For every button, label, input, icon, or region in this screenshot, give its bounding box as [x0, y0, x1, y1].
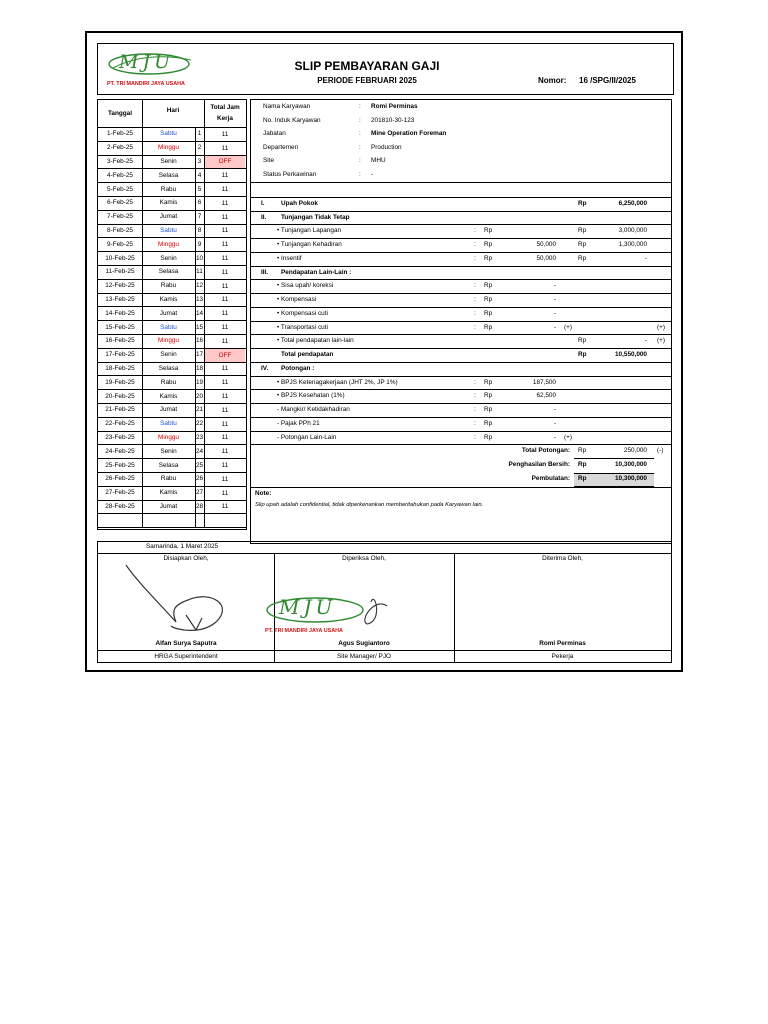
attendance-day-number: 18: [195, 364, 204, 372]
signer-name: Agus Sugiantoro: [338, 640, 390, 647]
allowance-amount: 1,300,000: [618, 241, 647, 248]
row-divider: [251, 431, 671, 432]
employee-field-colon: :: [359, 103, 361, 110]
deduction-label: • BPJS Ketenagakerjaan (JHT 2%, JP 1%): [277, 378, 398, 386]
employee-field-value: -: [371, 170, 374, 178]
row-divider: [251, 307, 671, 308]
slip-number: 16 /SPG/II/2025: [579, 76, 636, 85]
note-box: [250, 488, 672, 544]
attendance-hours: 11: [221, 337, 229, 345]
attendance-date: 10-Feb-25: [105, 254, 135, 262]
attendance-day: Selasa: [158, 268, 179, 276]
note-text: Slip upah adalah confidential, tidak diperkenankan memberitahukan pada Karyawan lain.: [255, 502, 484, 508]
attendance-hours: 11: [221, 268, 229, 276]
attendance-day-number: 8: [197, 226, 202, 234]
attendance-day: Kamis: [159, 295, 178, 303]
attendance-day-number: 25: [195, 461, 204, 469]
other-income-currency: Rp: [484, 309, 493, 317]
employee-field-value: 201810-30-123: [371, 116, 415, 124]
employee-field-colon: :: [359, 143, 361, 151]
attendance-hours: 11: [221, 241, 229, 249]
other-income-label: • Kompensasi: [277, 296, 317, 303]
employee-field-label: Nama Karyawan: [263, 103, 311, 110]
attendance-date: 26-Feb-25: [105, 475, 135, 483]
allowance-currency: Rp: [484, 254, 493, 262]
employee-field-label: Jabatan: [263, 130, 286, 137]
signer-role: Site Manager/ PJO: [337, 653, 391, 660]
attendance-day-number: 16: [195, 337, 204, 345]
salary-box: [250, 183, 672, 488]
attendance-day: Jumat: [159, 309, 178, 317]
deduction-colon: :: [474, 392, 476, 400]
attendance-date: 28-Feb-25: [105, 502, 135, 510]
attendance-hours: OFF: [205, 349, 245, 362]
deduction-currency: Rp: [484, 433, 493, 441]
sum-underline: [574, 458, 654, 459]
deductions-number: IV.: [261, 364, 269, 372]
attendance-hours: 11: [221, 379, 229, 387]
other-income-number: III.: [261, 268, 269, 276]
deduction-colon: :: [474, 433, 476, 441]
deduction-currency: Rp: [484, 392, 493, 400]
rounding-label: Pembulatan:: [531, 474, 570, 482]
attendance-day-number: 28: [195, 502, 204, 510]
col-header-date: Tanggal: [107, 110, 133, 117]
deduction-currency: Rp: [484, 406, 493, 413]
attendance-day: Kamis: [159, 392, 178, 400]
signing-place-date: Samarinda, 1 Maret 2025: [146, 543, 219, 550]
deduction-label: • BPJS Kesehatan (1%): [277, 392, 345, 400]
attendance-date: 22-Feb-25: [105, 420, 135, 428]
attendance-day-number: 12: [195, 282, 204, 290]
employee-field-label: No. Induk Karyawan: [263, 116, 321, 124]
attendance-day-number: 13: [195, 295, 204, 303]
stamp-company-name: PT. TRI MANDIRI JAYA USAHA: [265, 628, 343, 634]
attendance-day-number: 19: [195, 378, 204, 386]
attendance-day: Rabu: [160, 185, 177, 193]
employee-field-label: Status Perkawinan: [263, 170, 317, 178]
deduction-amount: -: [553, 419, 556, 427]
other-income-title: Pendapatan Lain-Lain :: [281, 268, 352, 276]
attendance-day-number: 7: [197, 213, 202, 221]
attendance-day: Jumat: [159, 213, 178, 221]
attendance-day: Rabu: [160, 378, 177, 386]
attendance-date: 27-Feb-25: [105, 489, 135, 497]
employee-field-colon: :: [359, 170, 361, 178]
attendance-hours: 11: [221, 186, 229, 194]
attendance-date: 19-Feb-25: [105, 378, 135, 386]
employee-field-colon: :: [359, 116, 361, 124]
row-divider: [251, 279, 671, 280]
employee-field-colon: :: [359, 157, 361, 164]
attendance-date: 16-Feb-25: [105, 337, 135, 345]
attendance-day-number: 10: [195, 254, 204, 262]
other-income-label: • Sisa upah/ koreksi: [277, 282, 334, 290]
attendance-day-number: 15: [195, 323, 204, 331]
logo-company-name: PT. TRI MANDIRI JAYA USAHA: [107, 81, 185, 87]
income-total-amount: 10,550,000: [615, 351, 647, 358]
attendance-date: 2-Feb-25: [107, 144, 133, 152]
row-divider: [251, 293, 671, 294]
rounding-currency: Rp: [578, 474, 587, 482]
employee-field-colon: :: [359, 130, 361, 137]
attendance-day: Kamis: [159, 199, 178, 207]
allowances-number: II.: [261, 213, 267, 221]
other-income-currency: Rp: [484, 282, 493, 290]
other-income-colon: :: [474, 309, 476, 317]
employee-field-label: Site: [263, 157, 275, 164]
allowance-amount: -: [644, 254, 647, 262]
allowance-total-currency: Rp: [578, 241, 587, 248]
attendance-hours: 11: [221, 393, 229, 401]
allowance-colon: :: [474, 241, 476, 248]
deduction-colon: :: [474, 378, 476, 386]
attendance-date: 1-Feb-25: [107, 130, 133, 138]
attendance-hours: 11: [221, 144, 229, 152]
attendance-day-number: 6: [197, 199, 202, 207]
attendance-day-number: 14: [195, 309, 204, 317]
attendance-day: Senin: [160, 254, 177, 262]
attendance-day-number: 3: [197, 157, 202, 165]
other-income-label: • Kompensasi cuti: [277, 309, 328, 317]
total-deductions-label: Total Potongan:: [521, 447, 570, 455]
attendance-day: Sabtu: [160, 323, 177, 331]
attendance-hours: 11: [221, 503, 229, 511]
deduction-label: - Potongan Lain-Lain: [277, 433, 337, 441]
attendance-day: Minggu: [158, 337, 179, 345]
subtract-sign: (-): [657, 447, 664, 455]
attendance-hours: 11: [221, 406, 229, 414]
deduction-label: - Pajak PPh 21: [277, 419, 320, 427]
deduction-amount: 62,500: [536, 392, 556, 400]
allowance-total-currency: Rp: [578, 227, 587, 235]
deduction-colon: :: [474, 406, 476, 413]
attendance-date: 12-Feb-25: [105, 282, 135, 290]
other-income-total-label: • Total pendapatan lain-lain: [277, 337, 354, 345]
allowance-amount: 3,000,000: [618, 227, 647, 235]
attendance-date: 11-Feb-25: [105, 268, 135, 276]
attendance-date: 24-Feb-25: [105, 447, 135, 455]
attendance-date: 14-Feb-25: [105, 309, 135, 317]
attendance-day-number: 20: [195, 392, 204, 400]
attendance-date: 6-Feb-25: [107, 199, 133, 207]
attendance-date: 8-Feb-25: [107, 226, 133, 234]
net-income-currency: Rp: [578, 461, 587, 468]
sum-sign: (+): [657, 337, 665, 345]
attendance-day: Sabtu: [160, 130, 177, 138]
other-income-label: • Transportasi cuti: [277, 323, 328, 331]
attendance-hours: 11: [221, 310, 229, 318]
attendance-date: 17-Feb-25: [105, 351, 135, 359]
net-income-label: Penghasilan Bersih:: [508, 461, 570, 468]
attendance-day-number: 5: [197, 185, 202, 193]
salary-slip: [85, 31, 683, 672]
attendance-day: Kamis: [159, 489, 178, 497]
employee-field-value: Mine Operation Foreman: [371, 130, 447, 137]
signer-role: HRGA Superintendent: [154, 653, 218, 660]
row-divider: [98, 527, 246, 528]
allowance-currency: Rp: [484, 241, 493, 248]
attendance-day: Minggu: [158, 433, 179, 441]
row-divider: [251, 444, 671, 445]
allowances-title: Tunjangan Tidak Tetap: [281, 213, 350, 221]
signer-role: Pekerja: [551, 653, 574, 660]
attendance-day-number: 27: [195, 489, 204, 497]
attendance-day-number: 23: [195, 433, 204, 441]
other-income-colon: :: [474, 282, 476, 290]
deduction-amount: -: [553, 406, 556, 413]
row-divider: [251, 376, 671, 377]
row-divider: [251, 266, 671, 267]
attendance-hours: 11: [221, 255, 229, 263]
col-header-total-line2: Kerja: [217, 114, 233, 122]
allowance-colon: :: [474, 227, 476, 235]
attendance-day: Selasa: [158, 364, 179, 372]
employee-field-label: Departemen: [263, 143, 299, 151]
signer-title: Disiapkan Oleh,: [163, 555, 209, 562]
allowance-rate: 50,000: [536, 254, 556, 262]
row-divider: [251, 334, 671, 335]
sum-sign: (+): [564, 323, 572, 331]
deduction-label: - Mangkir/ Ketidakhadiran: [277, 406, 350, 413]
row-divider: [251, 224, 671, 225]
row-divider: [251, 417, 671, 418]
attendance-hours: 11: [221, 434, 229, 442]
rounding-amount: 10,300,000: [615, 474, 647, 482]
attendance-day-number: 4: [197, 171, 202, 179]
attendance-day: Rabu: [160, 282, 177, 290]
attendance-day: Minggu: [158, 240, 179, 248]
sum-sign: (+): [564, 433, 572, 441]
attendance-hours: 11: [221, 296, 229, 304]
signature-divider: [98, 553, 671, 554]
attendance-day-number: 26: [195, 475, 204, 483]
col-header-total-line1: Total Jam: [210, 103, 240, 111]
total-deductions-amount: 250,000: [623, 447, 647, 455]
attendance-date: 7-Feb-25: [107, 213, 133, 221]
attendance-hours: 11: [221, 462, 229, 470]
attendance-table: [97, 99, 247, 530]
attendance-day: Minggu: [158, 144, 179, 152]
employee-info-box: [250, 99, 672, 183]
income-total-currency: Rp: [578, 351, 587, 358]
page-title: SLIP PEMBAYARAN GAJI: [294, 59, 440, 73]
other-income-currency: Rp: [484, 323, 493, 331]
col-header-day: Hari: [166, 107, 180, 114]
attendance-hours: 11: [221, 365, 229, 373]
attendance-day: Senin: [160, 351, 177, 359]
attendance-day: Senin: [160, 447, 177, 455]
attendance-date: 23-Feb-25: [105, 433, 135, 441]
attendance-day: Jumat: [159, 406, 178, 414]
deductions-title: Potongan :: [281, 364, 315, 372]
attendance-day-number: 11: [196, 268, 203, 276]
row-divider: [251, 348, 671, 349]
signer-name: Alfan Surya Saputra: [155, 640, 217, 647]
signer-name: Romi Perminas: [539, 640, 586, 647]
deduction-currency: Rp: [484, 419, 493, 427]
deduction-colon: :: [474, 419, 476, 427]
net-income-amount: 10,300,000: [615, 461, 647, 468]
attendance-day-number: 24: [195, 447, 204, 455]
deduction-amount: -: [553, 433, 556, 441]
attendance-day: Jumat: [159, 502, 178, 510]
attendance-day-number: 21: [195, 406, 204, 414]
note-label: Note:: [255, 490, 272, 497]
attendance-date: 3-Feb-25: [107, 157, 133, 165]
sum-sign: (+): [657, 323, 665, 331]
other-income-total-amount: -: [644, 337, 647, 345]
attendance-date: 20-Feb-25: [105, 392, 135, 400]
attendance-date: 15-Feb-25: [105, 323, 135, 331]
attendance-day: Sabtu: [160, 420, 177, 428]
deduction-currency: Rp: [484, 378, 493, 386]
row-divider: [98, 513, 246, 514]
attendance-date: 5-Feb-25: [107, 185, 133, 193]
attendance-day-number: 22: [195, 420, 204, 428]
attendance-hours: 11: [221, 213, 229, 221]
basic-salary-label: Upah Pokok: [281, 199, 318, 207]
other-income-total-currency: Rp: [578, 337, 587, 345]
attendance-day: Senin: [160, 157, 177, 165]
other-income-amount: -: [553, 309, 556, 317]
attendance-day: Selasa: [158, 171, 179, 179]
attendance-date: 13-Feb-25: [105, 295, 135, 303]
attendance-day-number: 9: [197, 240, 202, 248]
signature-section: [97, 541, 672, 663]
attendance-hours: 11: [221, 130, 229, 138]
attendance-date: 4-Feb-25: [107, 171, 133, 179]
attendance-day-number: 17: [195, 351, 204, 359]
attendance-date: 18-Feb-25: [105, 364, 135, 372]
row-divider: [251, 211, 671, 212]
slip-number-label: Nomor:: [538, 76, 567, 85]
basic-salary-amount: 6,250,000: [618, 199, 647, 207]
period: PERIODE FEBRUARI 2025: [317, 76, 417, 85]
attendance-day-number: 1: [197, 130, 202, 138]
allowance-rate: 50,000: [536, 241, 556, 248]
signature-scribble-icon: [116, 560, 236, 640]
attendance-hours: 11: [221, 475, 229, 483]
other-income-amount: -: [553, 323, 556, 331]
attendance-date: 21-Feb-25: [105, 406, 135, 414]
basic-salary-currency: Rp: [578, 199, 587, 207]
logo-text: MJU: [119, 51, 175, 73]
signer-title: Diterima Oleh,: [542, 555, 583, 562]
attendance-day-number: 2: [197, 144, 202, 152]
allowance-colon: :: [474, 254, 476, 262]
other-income-colon: :: [474, 323, 476, 331]
employee-field-value: MHU: [371, 157, 386, 164]
allowance-label: • Insentif: [277, 254, 302, 262]
attendance-hours: 11: [221, 489, 229, 497]
attendance-hours: 11: [221, 282, 229, 290]
attendance-hours: 11: [221, 199, 229, 207]
allowance-label: • Tunjangan Lapangan: [277, 227, 342, 235]
signature-divider: [98, 650, 671, 651]
total-deductions-currency: Rp: [578, 447, 587, 455]
other-income-amount: -: [553, 282, 556, 290]
allowance-label: • Tunjangan Kehadiran: [277, 241, 342, 248]
company-logo: [105, 48, 205, 90]
employee-field-value: Romi Perminas: [371, 103, 418, 110]
attendance-hours: 11: [221, 227, 229, 235]
row-divider: [251, 403, 671, 404]
attendance-hours: 11: [221, 448, 229, 456]
other-income-currency: Rp: [484, 296, 493, 303]
allowance-currency: Rp: [484, 227, 493, 235]
attendance-hours: 11: [221, 420, 229, 428]
allowance-total-currency: Rp: [578, 254, 587, 262]
other-income-colon: :: [474, 296, 476, 303]
income-total-label: Total pendapatan: [281, 351, 334, 358]
attendance-date: 9-Feb-25: [107, 240, 133, 248]
attendance-day: Rabu: [160, 475, 177, 483]
attendance-hours: OFF: [205, 156, 245, 169]
other-income-amount: -: [553, 296, 556, 303]
employee-field-value: Production: [371, 143, 402, 151]
attendance-day: Sabtu: [160, 226, 177, 234]
attendance-hours: 11: [221, 324, 229, 332]
row-divider: [251, 362, 671, 363]
row-divider: [251, 389, 671, 390]
attendance-hours: 11: [221, 172, 229, 180]
row-divider: [251, 238, 671, 239]
stamp-logo-text: MJU: [279, 595, 337, 619]
deduction-amount: 187,500: [532, 378, 556, 386]
basic-salary-number: I.: [261, 199, 265, 207]
attendance-date: 25-Feb-25: [105, 461, 135, 469]
row-divider: [251, 252, 671, 253]
company-stamp: [263, 592, 393, 642]
attendance-day: Selasa: [158, 461, 179, 469]
row-divider: [251, 321, 671, 322]
signer-title: Diperiksa Oleh,: [342, 555, 386, 562]
row-divider: [251, 197, 671, 198]
